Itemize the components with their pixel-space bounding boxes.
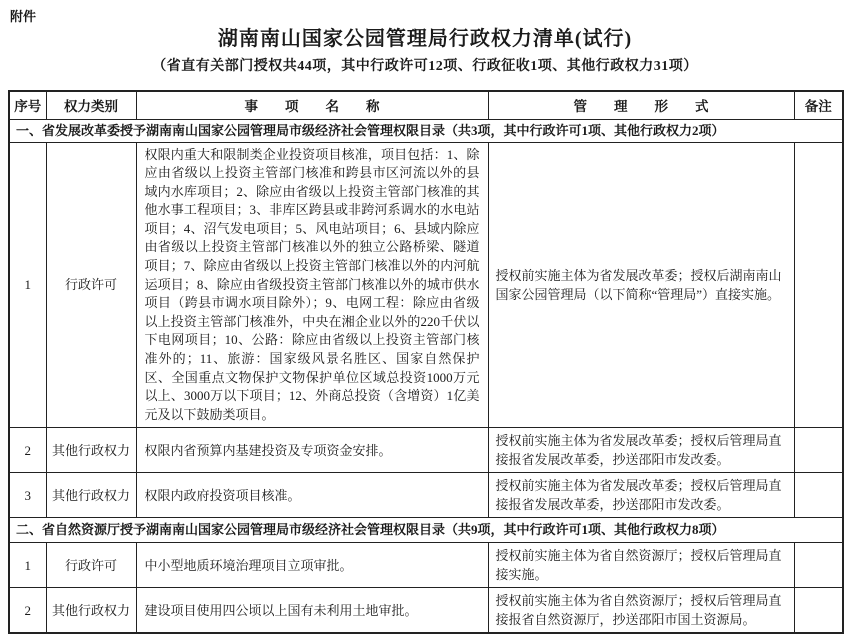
cell-category: 其他行政权力 <box>46 588 136 634</box>
table-row <box>9 588 843 634</box>
power-list-table <box>8 90 844 634</box>
cell-remark <box>794 543 843 588</box>
cell-item: 权限内重大和限制类企业投资项目核准，项目包括：1、除应由省级以上投资主管部门核准和跨县市区河流以外的县域内水库项目；2、除应由省级以上投资主管部门核准的其他水事工程项目；3、非库区跨县或非跨河系调水的水电站项目；4、沼气发电项目；5、风电站项目；6、县域内除应由省级以上投资主管部门核准以外的独立公路桥梁、隧道项目；7、除应由省级以上投资主管部门核准以外的内河航运项目；8、除应由省级投资主管部门核准以外的城市供水项目（跨县市调水项目除外）；9、电网工程：除应由省级以上投资主管部门核准外，中央在湘企业以外的220千伏以下电网项目；10、公路：除应由省级以上投资主管部门核准外的；11、旅游：国家级风景名胜区、国家自然保护区、全国重点文物保护文物保护单位区域总投资1000万元以上、3000万以下项目；12、外商总投资（含增资）1亿美元及以下鼓励类项目。 <box>136 142 488 428</box>
cell-no: 2 <box>9 428 46 473</box>
cell-remark <box>794 473 843 518</box>
cell-category: 其他行政权力 <box>46 473 136 518</box>
cell-item: 建设项目使用四公顷以上国有未利用土地审批。 <box>136 588 488 634</box>
attachment-label: 附件 <box>10 9 37 24</box>
column-header-category: 权力类别 <box>46 91 136 119</box>
section-header-1 <box>9 119 843 142</box>
cell-no: 1 <box>9 543 46 588</box>
section-header-2 <box>9 518 843 543</box>
cell-no: 1 <box>9 142 46 428</box>
cell-item: 权限内省预算内基建投资及专项资金安排。 <box>136 428 488 473</box>
cell-management: 授权前实施主体为省自然资源厅；授权后管理局直接报省自然资源厅，抄送邵阳市国土资源局。 <box>488 588 794 634</box>
column-header-management: 管 理 形 式 <box>488 91 794 119</box>
page-subtitle: （省直有关部门授权共44项，其中行政许可12项、行政征收1项、其他行政权力31项） <box>152 59 698 74</box>
cell-no: 3 <box>9 473 46 518</box>
page-title: 湖南南山国家公园管理局行政权力清单(试行) <box>217 28 633 50</box>
cell-management: 授权前实施主体为省发展改革委；授权后湖南南山国家公园管理局（以下简称“管理局”）直接实施。 <box>488 142 794 428</box>
table-row <box>9 428 843 473</box>
cell-item: 权限内政府投资项目核准。 <box>136 473 488 518</box>
cell-item: 中小型地质环境治理项目立项审批。 <box>136 543 488 588</box>
table-row <box>9 473 843 518</box>
table-header-row <box>9 91 843 119</box>
cell-remark <box>794 588 843 634</box>
section-title: 二、省自然资源厅授予湖南南山国家公园管理局市级经济社会管理权限目录（共9项，其中行政许可1项、其他行政权力8项） <box>9 518 843 543</box>
section-title: 一、省发展改革委授予湖南南山国家公园管理局市级经济社会管理权限目录（共3项，其中行政许可1项、其他行政权力2项） <box>9 119 843 142</box>
cell-management: 授权前实施主体为省发展改革委；授权后管理局直接报省发展改革委，抄送邵阳市发改委。 <box>488 428 794 473</box>
cell-category: 行政许可 <box>46 543 136 588</box>
cell-no: 2 <box>9 588 46 634</box>
column-header-item: 事 项 名 称 <box>136 91 488 119</box>
cell-category: 行政许可 <box>46 142 136 428</box>
cell-category: 其他行政权力 <box>46 428 136 473</box>
cell-management: 授权前实施主体为省自然资源厅；授权后管理局直接实施。 <box>488 543 794 588</box>
cell-management: 授权前实施主体为省发展改革委；授权后管理局直接报省发展改革委，抄送邵阳市发改委。 <box>488 473 794 518</box>
table-row <box>9 543 843 588</box>
column-header-no: 序号 <box>9 91 46 119</box>
column-header-remark: 备注 <box>794 91 843 119</box>
cell-remark <box>794 428 843 473</box>
cell-remark <box>794 142 843 428</box>
table-row <box>9 142 843 428</box>
